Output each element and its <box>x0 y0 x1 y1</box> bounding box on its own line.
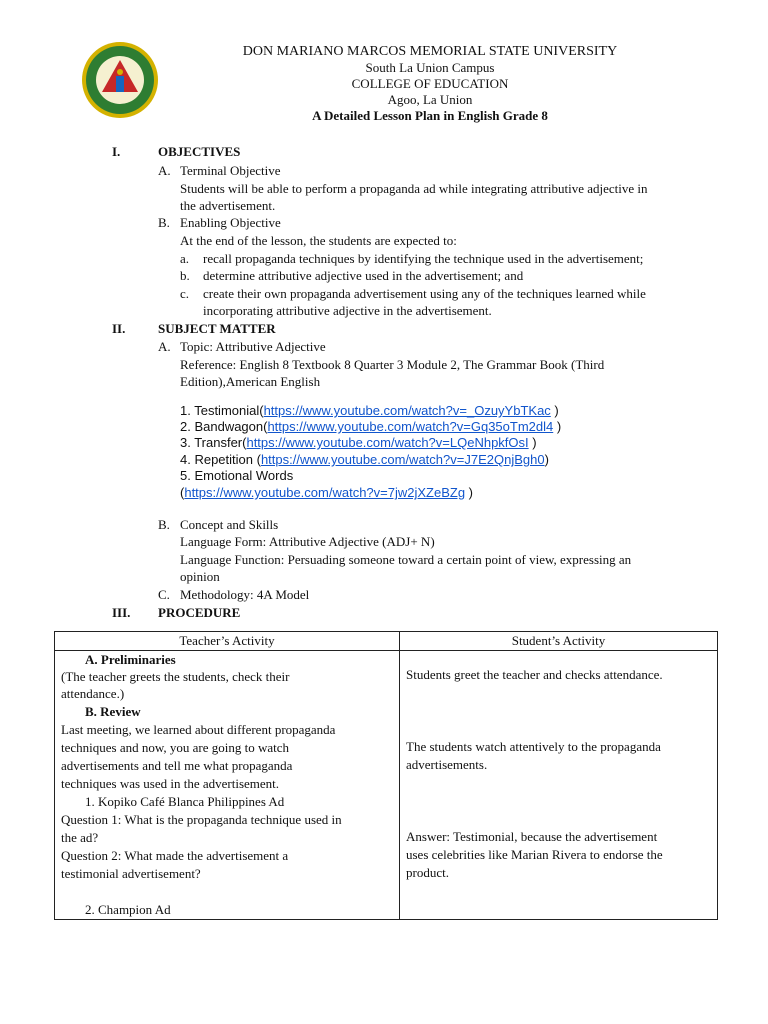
concept-letter: B. <box>158 517 170 532</box>
student-greet: Students greet the teacher and checks attendance. <box>406 667 663 682</box>
language-function-line2: opinion <box>180 569 220 584</box>
question-1-line2: the ad? <box>61 830 99 845</box>
enabling-item-letter: b. <box>180 268 190 283</box>
document-header <box>180 44 680 124</box>
enabling-intro: At the end of the lesson, the students are expected to: <box>180 233 457 248</box>
video-link[interactable]: https://www.youtube.com/watch?v=_OzuyYbTKac <box>263 403 551 418</box>
campus-name: South La Union Campus <box>365 60 495 75</box>
section-number-objectives: I. <box>112 144 121 159</box>
terminal-text-line2: the advertisement. <box>180 198 276 213</box>
language-form: Language Form: Attributive Adjective (ADJ+ N) <box>180 534 435 549</box>
reference-line1: Reference: English 8 Textbook 8 Quarter 3 Module 2, The Grammar Book (Third <box>180 357 605 372</box>
methodology: Methodology: 4A Model <box>180 587 310 602</box>
enabling-item: create their own propaganda advertisement using any of the techniques learned while <box>203 286 646 301</box>
university-name: DON MARIANO MARCOS MEMORIAL STATE UNIVERSITY <box>242 44 618 59</box>
terminal-letter: A. <box>158 163 171 178</box>
section-title-objectives: OBJECTIVES <box>158 144 241 159</box>
section-title-procedure: PROCEDURE <box>158 605 241 620</box>
enabling-letter: B. <box>158 215 170 230</box>
ad-item-1: 1. Kopiko Café Blanca Philippines Ad <box>85 794 285 809</box>
procedure-table <box>54 631 718 920</box>
table-row <box>55 651 718 920</box>
column-header-teacher: Teacher’s Activity <box>55 632 400 651</box>
table-header-row <box>55 632 718 651</box>
review-line: techniques and now, you are going to watch <box>61 740 290 755</box>
terminal-label: Terminal Objective <box>180 163 281 178</box>
student-activity-cell <box>400 651 718 920</box>
enabling-label: Enabling Objective <box>180 215 281 230</box>
section-number-procedure: III. <box>112 605 131 620</box>
answer-line2: uses celebrities like Marian Rivera to endorse the <box>406 847 663 862</box>
section-title-subject: SUBJECT MATTER <box>158 321 276 336</box>
section-number-subject: II. <box>112 321 126 336</box>
topic: Topic: Attributive Adjective <box>180 339 326 354</box>
methodology-letter: C. <box>158 587 170 602</box>
video-link-item: 1. Testimonial(https://www.youtube.com/watch?v=_OzuyYbTKac ) <box>180 403 559 418</box>
video-link[interactable]: https://www.youtube.com/watch?v=J7E2QnjBgh0 <box>260 452 545 467</box>
review-line: techniques was used in the advertisement. <box>61 776 280 791</box>
review-line: Last meeting, we learned about different propaganda <box>61 722 336 737</box>
enabling-item-letter: c. <box>180 286 190 301</box>
video-link[interactable]: https://www.youtube.com/watch?v=LQeNhpkfOsI <box>246 435 529 450</box>
teacher-activity-cell <box>55 651 400 920</box>
preliminaries-line2: attendance.) <box>61 686 125 701</box>
plan-title: A Detailed Lesson Plan in English Grade 8 <box>312 108 548 123</box>
reference-line2: Edition),American English <box>180 374 321 389</box>
video-link-item: 3. Transfer(https://www.youtube.com/watch?v=LQeNhpkfOsI ) <box>180 435 537 450</box>
video-link-item: 4. Repetition (https://www.youtube.com/watch?v=J7E2QnjBgh0) <box>180 452 549 467</box>
topic-letter: A. <box>158 339 171 354</box>
student-watch-line1: The students watch attentively to the propaganda <box>406 739 661 754</box>
preliminaries-line1: (The teacher greets the students, check their <box>61 669 290 684</box>
preliminaries-heading: A. Preliminaries <box>85 652 176 667</box>
answer-line3: product. <box>406 865 449 880</box>
ad-item-2: 2. Champion Ad <box>85 902 171 917</box>
enabling-item-letter: a. <box>180 251 190 266</box>
review-heading: B. Review <box>85 704 141 719</box>
enabling-item-c-line2: incorporating attributive adjective in the advertisement. <box>203 303 492 318</box>
language-function-line1: Language Function: Persuading someone toward a certain point of view, expressing an <box>180 552 632 567</box>
video-link[interactable]: https://www.youtube.com/watch?v=7jw2jXZeBZg <box>184 485 466 500</box>
enabling-item: recall propaganda techniques by identifying the technique used in the advertisement; <box>203 251 644 266</box>
terminal-text-line1: Students will be able to perform a propaganda ad while integrating attributive adjective in <box>180 181 648 196</box>
column-header-student: Student’s Activity <box>400 632 718 651</box>
video-link[interactable]: https://www.youtube.com/watch?v=Gq35oTm2dl4 <box>267 419 554 434</box>
question-2-line2: testimonial advertisement? <box>61 866 201 881</box>
answer-line1: Answer: Testimonial, because the advertisement <box>406 829 658 844</box>
enabling-item: determine attributive adjective used in the advertisement; and <box>203 268 524 283</box>
concept-label: Concept and Skills <box>180 517 279 532</box>
location: Agoo, La Union <box>387 92 473 107</box>
college-name: COLLEGE OF EDUCATION <box>351 76 509 91</box>
student-watch-line2: advertisements. <box>406 757 488 772</box>
question-2-line1: Question 2: What made the advertisement a <box>61 848 289 863</box>
video-link-item: (https://www.youtube.com/watch?v=7jw2jXZeBZg ) <box>180 485 474 500</box>
university-seal-logo <box>80 40 160 120</box>
video-link-label: 5. Emotional Words <box>180 468 294 483</box>
question-1-line1: Question 1: What is the propaganda technique used in <box>61 812 342 827</box>
review-line: advertisements and tell me what propaganda <box>61 758 293 773</box>
video-link-item: 2. Bandwagon(https://www.youtube.com/watch?v=Gq35oTm2dl4 ) <box>180 419 562 434</box>
